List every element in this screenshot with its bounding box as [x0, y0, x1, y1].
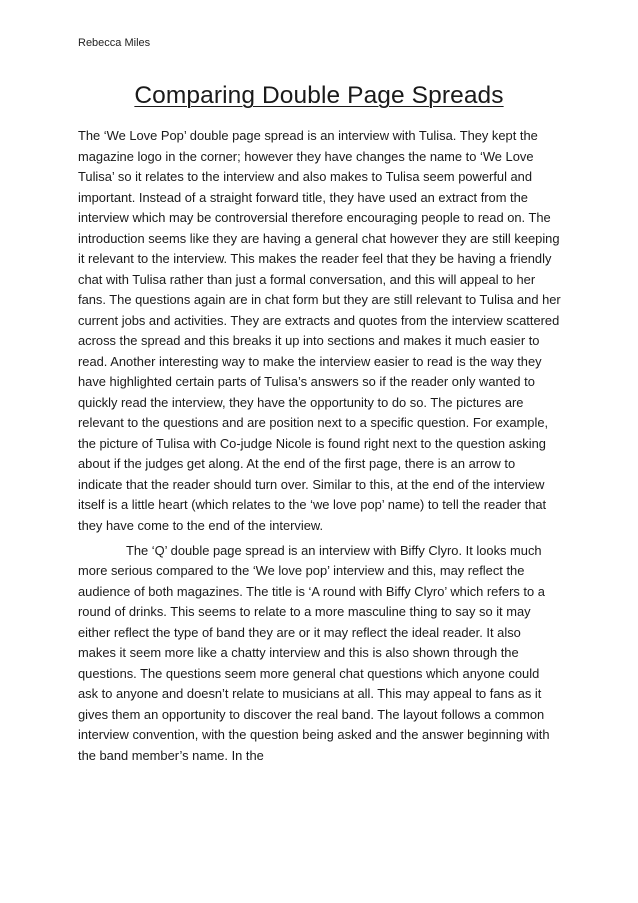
document-title: Comparing Double Page Spreads [134, 82, 504, 109]
body-paragraph-2: The ‘Q’ double page spread is an interview with Biffy Clyro. It looks much more serious compared to the ‘We love pop’ interview and this, may reflect the audience of both magazines. The title is ‘A round with Biffy Clyro’ which refers to a round of drinks. This seems to relate to a more masculine thing to say so it may either reflect the type of band they are or it may reflect the ideal reader. It also makes it seem more like a chatty interview and this is also shown through the questions. The questions seem more general chat questions which anyone could ask to anyone and doesn’t relate to musicians at all. This may appeal to fans as it gives them an opportunity to discover the real band. The layout follows a common interview convention, with the question being asked and the answer beginning with the band member’s name. In the [78, 542, 550, 763]
document-body [78, 126, 562, 766]
header-author-name: Rebecca Miles [78, 37, 151, 49]
body-paragraph-1: The ‘We Love Pop’ double page spread is an interview with Tulisa. They kept the magazine logo in the corner; however they have changes the name to ‘We Love Tulisa’ so it relates to the interview and also makes to Tulisa seem powerful and important. Instead of a straight forward title, they have used an extract from the interview which may be controversial therefore encouraging people to read on. The introduction seems like they are having a general chat however they are still keeping it relevant to the interview. This makes the reader feel that they be having a friendly chat with Tulisa rather than just a formal conversation, and this will appeal to her fans. The questions again are in chat form but they are still relevant to Tulisa and her current jobs and activities. They are extracts and quotes from the interview scattered across the spread and this breaks it up into sections and makes it much easier to read. Another interesting way to make the interview easier to read is the way they have highlighted certain parts of Tulisa’s answers so if the reader only wanted to quickly read the interview, they have the opportunity to do so. The pictures are relevant to the questions and are position next to a specific question. For example, the picture of Tulisa with Co-judge Nicole is found right next to the question asking about if the judges get along. At the end of the first page, there is an arrow to indicate that the reader should turn over. Similar to this, at the end of the interview itself is a little heart (which relates to the ‘we love pop’ name) to tell the reader that they have come to the end of the interview. [78, 128, 561, 533]
